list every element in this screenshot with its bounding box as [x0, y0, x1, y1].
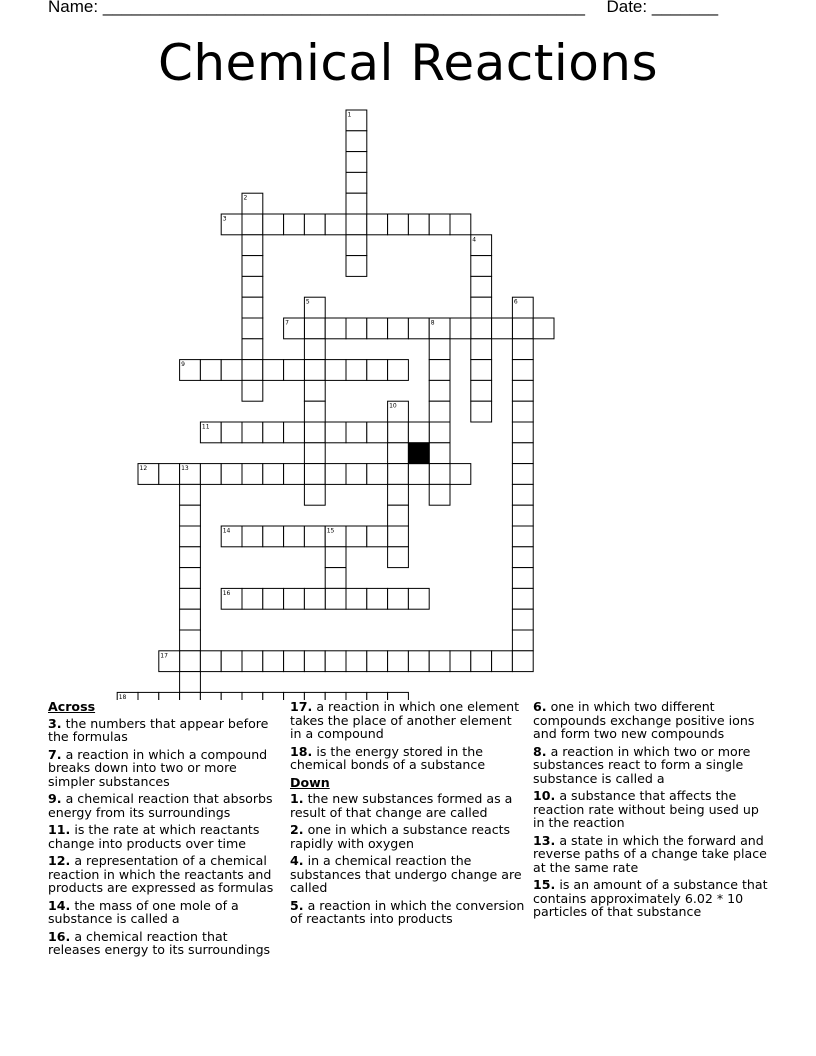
grid-cell[interactable]: [388, 547, 409, 568]
clue-across-7: 7. a reaction in which a compound breaks down into two or more simpler substances: [48, 746, 268, 789]
grid-cell[interactable]: [242, 651, 263, 672]
grid-cell[interactable]: [180, 651, 201, 672]
grid-cell[interactable]: [304, 380, 325, 401]
grid-cell[interactable]: [200, 360, 221, 381]
grid-cell[interactable]: [325, 547, 346, 568]
grid-cell[interactable]: [180, 547, 201, 568]
grid-cell[interactable]: [346, 360, 367, 381]
grid-cell[interactable]: [492, 318, 513, 339]
grid-cell[interactable]: [325, 568, 346, 589]
clue-across-11: 11. is the rate at which reactants change into products over time: [48, 822, 260, 851]
date-field[interactable]: _______: [651, 0, 719, 16]
grid-cell[interactable]: [200, 651, 221, 672]
grid-cell[interactable]: [263, 214, 284, 235]
grid-cell[interactable]: [429, 214, 450, 235]
grid-cell[interactable]: [367, 526, 388, 547]
page-title: Chemical Reactions: [157, 34, 659, 92]
grid-cell[interactable]: [346, 152, 367, 173]
grid-cell[interactable]: [180, 672, 201, 693]
grid-cell[interactable]: [388, 505, 409, 526]
grid-cell[interactable]: [304, 214, 325, 235]
clue-number-18: 18: [118, 693, 127, 700]
grid-cell[interactable]: [429, 651, 450, 672]
grid-cell[interactable]: [408, 422, 429, 443]
clue-number-2: 2: [243, 194, 248, 202]
grid-cell[interactable]: [180, 630, 201, 651]
grid-cell[interactable]: [325, 422, 346, 443]
grid-cell[interactable]: [304, 443, 325, 464]
grid-cell[interactable]: [325, 318, 346, 339]
grid-cell[interactable]: [325, 214, 346, 235]
grid-cell[interactable]: [512, 526, 533, 547]
grid-cell[interactable]: [304, 464, 325, 485]
grid-cell[interactable]: [284, 360, 305, 381]
clue-number-4: 4: [472, 236, 477, 244]
grid-cell[interactable]: [471, 276, 492, 297]
grid-cell[interactable]: [429, 422, 450, 443]
clues-column-2: [290, 700, 526, 930]
grid-cell[interactable]: [346, 318, 367, 339]
grid-cell[interactable]: [200, 464, 221, 485]
grid-cell[interactable]: [512, 443, 533, 464]
grid-cell[interactable]: [429, 380, 450, 401]
clue-across-14: 14. the mass of one mole of a substance is called a: [48, 897, 239, 926]
grid-cell[interactable]: [242, 422, 263, 443]
grid-cell[interactable]: [263, 360, 284, 381]
clue-down-13: 13. a state in which the forward and reverse paths of a change take place at the same rate: [533, 832, 767, 875]
grid-cell[interactable]: [388, 464, 409, 485]
grid-cell[interactable]: [388, 443, 409, 464]
grid-cell[interactable]: [180, 526, 201, 547]
grid-cell[interactable]: [325, 588, 346, 609]
grid-cell[interactable]: [367, 464, 388, 485]
grid-cell[interactable]: [242, 276, 263, 297]
grid-cell[interactable]: [242, 692, 263, 700]
grid-cell[interactable]: [408, 214, 429, 235]
grid-cell[interactable]: [242, 526, 263, 547]
clues-column-3: [533, 700, 773, 923]
clue-down-6: 6. one in which two different compounds exchange positive ions and form two new compounds: [533, 699, 755, 741]
grid-cell[interactable]: [304, 339, 325, 360]
clue-number-8: 8: [430, 319, 435, 327]
grid-cell[interactable]: [429, 339, 450, 360]
down-heading: Down: [290, 774, 330, 790]
grid-cell[interactable]: [304, 318, 325, 339]
clue-down-10: 10. a substance that affects the reaction rate without being used up in the reaction: [533, 788, 759, 830]
grid-cell[interactable]: [242, 297, 263, 318]
grid-cell[interactable]: [450, 318, 471, 339]
grid-cell[interactable]: [512, 360, 533, 381]
grid-cell[interactable]: [388, 422, 409, 443]
clue-number-9: 9: [181, 361, 185, 369]
grid-cell[interactable]: [346, 131, 367, 152]
clues-column-1: [48, 700, 280, 961]
grid-cell[interactable]: [325, 651, 346, 672]
grid-cell[interactable]: [512, 630, 533, 651]
grid-cell[interactable]: [512, 484, 533, 505]
grid-cell[interactable]: [263, 422, 284, 443]
grid-cell[interactable]: [346, 526, 367, 547]
grid-cell[interactable]: [512, 464, 533, 485]
grid-cell[interactable]: [450, 214, 471, 235]
grid-cell[interactable]: [263, 588, 284, 609]
clue-across-9: 9. a chemical reaction that absorbs energy from its surroundings: [48, 791, 273, 820]
grid-cell[interactable]: [159, 464, 180, 485]
clue-down-1: 1. the new substances formed as a result of that change are called: [290, 791, 513, 820]
grid-cell[interactable]: [429, 464, 450, 485]
grid-cell[interactable]: [346, 651, 367, 672]
grid-cell[interactable]: [284, 422, 305, 443]
grid-cell[interactable]: [346, 256, 367, 277]
grid-cell[interactable]: [346, 588, 367, 609]
grid-cell[interactable]: [429, 484, 450, 505]
clue-number-17: 17: [160, 652, 168, 660]
grid-cell[interactable]: [450, 651, 471, 672]
grid-cell[interactable]: [200, 692, 221, 700]
grid-cell[interactable]: [304, 484, 325, 505]
clue-down-4: 4. in a chemical reaction the substances that undergo change are called: [290, 853, 522, 895]
grid-cell[interactable]: [346, 235, 367, 256]
grid-cell[interactable]: [180, 505, 201, 526]
grid-cell[interactable]: [367, 360, 388, 381]
grid-cell[interactable]: [284, 464, 305, 485]
grid-cell[interactable]: [180, 588, 201, 609]
grid-cell[interactable]: [242, 339, 263, 360]
grid-cell[interactable]: [284, 651, 305, 672]
clue-number-7: 7: [285, 319, 289, 327]
grid-cell[interactable]: [304, 651, 325, 672]
grid-cell[interactable]: [471, 318, 492, 339]
grid-cell[interactable]: [242, 256, 263, 277]
across-heading: Across: [48, 699, 96, 714]
grid-cell[interactable]: [263, 651, 284, 672]
grid-cell[interactable]: [284, 588, 305, 609]
grid-cell[interactable]: [533, 318, 554, 339]
grid-cell[interactable]: [512, 380, 533, 401]
grid-cell[interactable]: [388, 526, 409, 547]
grid-cell[interactable]: [284, 526, 305, 547]
clue-number-6: 6: [513, 298, 518, 306]
grid-cell[interactable]: [367, 588, 388, 609]
grid-cell[interactable]: [429, 443, 450, 464]
grid-cell[interactable]: [138, 692, 159, 700]
clue-number-15: 15: [326, 527, 335, 535]
clue-down-8: 8. a reaction in which two or more substances react to form a single substance is called a: [533, 743, 751, 786]
grid-cell[interactable]: [263, 692, 284, 700]
grid-cell[interactable]: [180, 568, 201, 589]
clue-number-11: 11: [201, 423, 210, 431]
grid-cell[interactable]: [471, 360, 492, 381]
grid-cell[interactable]: [242, 235, 263, 256]
grid-cell[interactable]: [263, 464, 284, 485]
grid-cell[interactable]: [512, 547, 533, 568]
grid-cell[interactable]: [304, 588, 325, 609]
grid-cell[interactable]: [408, 651, 429, 672]
name-field[interactable]: ___________________________________________________: [102, 0, 585, 16]
grid-cell[interactable]: [512, 505, 533, 526]
clue-number-13: 13: [181, 465, 189, 473]
grid-cell[interactable]: [512, 339, 533, 360]
grid-cell[interactable]: [221, 692, 242, 700]
clue-across-3: 3. the numbers that appear before the formulas: [48, 715, 269, 744]
shaded-cell: [408, 443, 429, 464]
grid-cell[interactable]: [408, 588, 429, 609]
grid-cell[interactable]: [221, 464, 242, 485]
grid-cell[interactable]: [388, 651, 409, 672]
grid-cell[interactable]: [512, 588, 533, 609]
grid-cell[interactable]: [471, 651, 492, 672]
grid-cell[interactable]: [242, 360, 263, 381]
grid-cell[interactable]: [367, 651, 388, 672]
grid-cell[interactable]: [471, 297, 492, 318]
grid-cell[interactable]: [180, 484, 201, 505]
grid-cell[interactable]: [450, 464, 471, 485]
clue-across-17: 17. a reaction in which one element takes the place of another element in a compound: [290, 699, 520, 741]
grid-cell[interactable]: [304, 526, 325, 547]
grid-cell[interactable]: [471, 401, 492, 422]
clue-number-1: 1: [347, 111, 352, 119]
clue-number-10: 10: [389, 402, 397, 410]
clue-down-5: 5. a reaction in which the conversion of reactants into products: [290, 897, 525, 926]
clue-across-16: 16. a chemical reaction that releases energy to its surroundings: [48, 928, 271, 957]
clue-down-15: 15. is an amount of a substance that contains approximately 6.02 * 10 particles of that substance: [533, 877, 768, 919]
grid-cell[interactable]: [284, 214, 305, 235]
clue-across-12: 12. a representation of a chemical reaction in which the reactants and products are expressed as formulas: [48, 853, 274, 895]
grid-cell[interactable]: [221, 360, 242, 381]
grid-cell[interactable]: [325, 464, 346, 485]
clue-number-5: 5: [305, 298, 310, 306]
grid-cell[interactable]: [388, 214, 409, 235]
clue-across-18: 18. is the energy stored in the chemical bonds of a substance: [290, 743, 486, 772]
grid-cell[interactable]: [221, 651, 242, 672]
grid-cell[interactable]: [346, 193, 367, 214]
grid-cell[interactable]: [242, 318, 263, 339]
grid-cell[interactable]: [492, 651, 513, 672]
grid-cell[interactable]: [512, 609, 533, 630]
grid-cell[interactable]: [388, 484, 409, 505]
grid-cell[interactable]: [263, 526, 284, 547]
grid-cell[interactable]: [242, 380, 263, 401]
grid-cell[interactable]: [471, 339, 492, 360]
grid-cell[interactable]: [304, 422, 325, 443]
grid-cell[interactable]: [367, 214, 388, 235]
grid-cell[interactable]: [388, 360, 409, 381]
grid-cell[interactable]: [429, 401, 450, 422]
name-label: Name:: [48, 0, 99, 16]
grid-cell[interactable]: [429, 360, 450, 381]
grid-cell[interactable]: [180, 609, 201, 630]
grid-cell[interactable]: [346, 422, 367, 443]
clue-down-2: 2. one in which a substance reacts rapidly with oxygen: [290, 822, 511, 851]
grid-cell[interactable]: [512, 318, 533, 339]
grid-cell[interactable]: [242, 214, 263, 235]
grid-cell[interactable]: [221, 422, 242, 443]
grid-cell[interactable]: [304, 360, 325, 381]
grid-cell[interactable]: [325, 360, 346, 381]
grid-cell[interactable]: [367, 422, 388, 443]
grid-cell[interactable]: [180, 692, 201, 700]
grid-cell[interactable]: [408, 464, 429, 485]
grid-cell[interactable]: [242, 588, 263, 609]
clue-number-14: 14: [222, 527, 231, 535]
grid-cell[interactable]: [346, 172, 367, 193]
grid-cell[interactable]: [242, 464, 263, 485]
grid-cell[interactable]: [159, 692, 180, 700]
grid-cell[interactable]: [346, 464, 367, 485]
grid-cell[interactable]: [304, 401, 325, 422]
clue-number-16: 16: [222, 589, 231, 597]
grid-cell[interactable]: [388, 588, 409, 609]
date-label: Date:: [606, 0, 648, 16]
grid-cell[interactable]: [512, 651, 533, 672]
grid-cell[interactable]: [512, 401, 533, 422]
grid-cell[interactable]: [512, 422, 533, 443]
grid-cell[interactable]: [388, 318, 409, 339]
grid-cell[interactable]: [367, 318, 388, 339]
grid-cell[interactable]: [471, 256, 492, 277]
grid-cell[interactable]: [408, 318, 429, 339]
grid-cell[interactable]: [512, 568, 533, 589]
clue-number-12: 12: [139, 465, 148, 473]
clue-number-3: 3: [222, 215, 227, 223]
grid-cell[interactable]: [346, 214, 367, 235]
grid-cell[interactable]: [471, 380, 492, 401]
